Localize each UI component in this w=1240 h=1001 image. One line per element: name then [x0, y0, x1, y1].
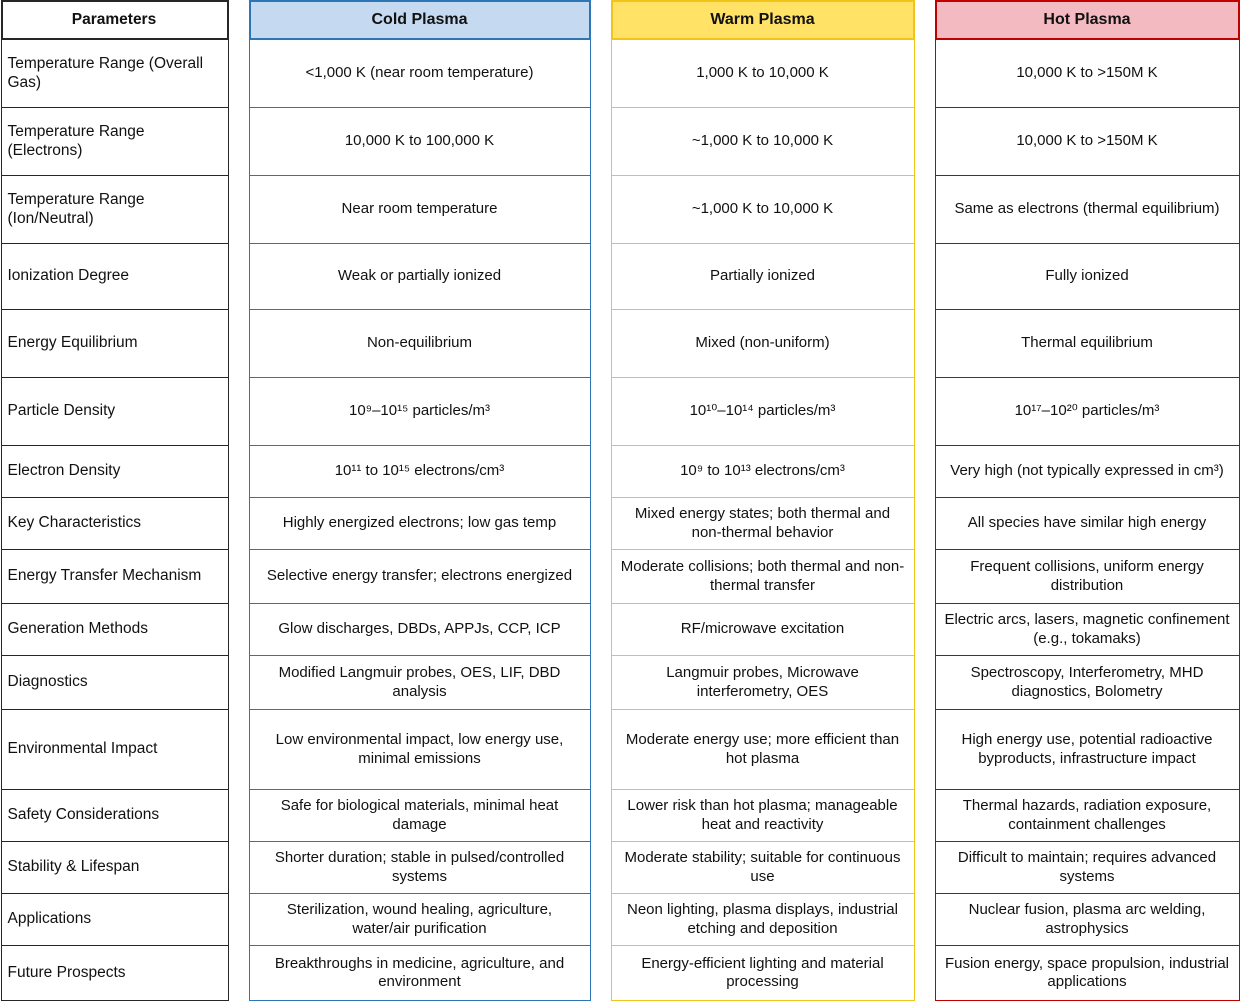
table-cell: High energy use, potential radioactive byproducts, infrastructure impact: [935, 710, 1240, 790]
table-cell: Spectroscopy, Interferometry, MHD diagnostics, Bolometry: [935, 656, 1240, 710]
row-header: Generation Methods: [1, 604, 229, 656]
table-cell: Thermal equilibrium: [935, 310, 1240, 378]
row-header: Safety Considerations: [1, 790, 229, 842]
row-header: Key Characteristics: [1, 498, 229, 550]
row-header: Particle Density: [1, 378, 229, 446]
table-cell: Moderate stability; suitable for continuous use: [611, 842, 915, 894]
table-cell: 10¹⁷–10²⁰ particles/m³: [935, 378, 1240, 446]
row-header: Applications: [1, 894, 229, 946]
table-cell: Thermal hazards, radiation exposure, containment challenges: [935, 790, 1240, 842]
column-header-hot: Hot Plasma: [935, 0, 1240, 40]
table-cell: 1,000 K to 10,000 K: [611, 40, 915, 108]
row-header: Temperature Range (Overall Gas): [1, 40, 229, 108]
table-cell: Same as electrons (thermal equilibrium): [935, 176, 1240, 244]
table-cell: 10,000 K to >150M K: [935, 40, 1240, 108]
table-cell: 10⁹ to 10¹³ electrons/cm³: [611, 446, 915, 498]
table-cell: ~1,000 K to 10,000 K: [611, 176, 915, 244]
column-header-parameter: Parameters: [1, 0, 229, 40]
table-cell: 10⁹–10¹⁵ particles/m³: [249, 378, 591, 446]
row-header: Ionization Degree: [1, 244, 229, 310]
table-cell: Moderate energy use; more efficient than hot plasma: [611, 710, 915, 790]
table-cell: Neon lighting, plasma displays, industrial etching and deposition: [611, 894, 915, 946]
table-cell: Shorter duration; stable in pulsed/controlled systems: [249, 842, 591, 894]
row-header: Diagnostics: [1, 656, 229, 710]
table-cell: Breakthroughs in medicine, agriculture, and environment: [249, 946, 591, 1001]
table-cell: Mixed (non-uniform): [611, 310, 915, 378]
table-cell: Selective energy transfer; electrons energized: [249, 550, 591, 604]
table-cell: Non-equilibrium: [249, 310, 591, 378]
table-cell: 10¹¹ to 10¹⁵ electrons/cm³: [249, 446, 591, 498]
row-header: Temperature Range (Electrons): [1, 108, 229, 176]
row-header: Energy Equilibrium: [1, 310, 229, 378]
row-header: Temperature Range (Ion/Neutral): [1, 176, 229, 244]
table-cell: Near room temperature: [249, 176, 591, 244]
table-cell: Very high (not typically expressed in cm³): [935, 446, 1240, 498]
plasma-comparison-table: [1, 0, 1240, 1001]
table-cell: Frequent collisions, uniform energy distribution: [935, 550, 1240, 604]
table-cell: <1,000 K (near room temperature): [249, 40, 591, 108]
table-cell: Sterilization, wound healing, agriculture, water/air purification: [249, 894, 591, 946]
table-cell: Fusion energy, space propulsion, industrial applications: [935, 946, 1240, 1001]
table-cell: Difficult to maintain; requires advanced systems: [935, 842, 1240, 894]
column-header-cold: Cold Plasma: [249, 0, 591, 40]
column-header-warm: Warm Plasma: [611, 0, 915, 40]
comparison-grid: [1, 0, 1240, 1001]
row-header: Stability & Lifespan: [1, 842, 229, 894]
table-cell: ~1,000 K to 10,000 K: [611, 108, 915, 176]
table-cell: Modified Langmuir probes, OES, LIF, DBD analysis: [249, 656, 591, 710]
table-cell: Fully ionized: [935, 244, 1240, 310]
table-cell: Energy-efficient lighting and material processing: [611, 946, 915, 1001]
table-cell: Moderate collisions; both thermal and non-thermal transfer: [611, 550, 915, 604]
table-cell: 10,000 K to >150M K: [935, 108, 1240, 176]
table-cell: Langmuir probes, Microwave interferometry, OES: [611, 656, 915, 710]
table-cell: Weak or partially ionized: [249, 244, 591, 310]
row-header: Energy Transfer Mechanism: [1, 550, 229, 604]
table-cell: 10,000 K to 100,000 K: [249, 108, 591, 176]
table-cell: Glow discharges, DBDs, APPJs, CCP, ICP: [249, 604, 591, 656]
table-cell: Safe for biological materials, minimal heat damage: [249, 790, 591, 842]
table-cell: Electric arcs, lasers, magnetic confinement (e.g., tokamaks): [935, 604, 1240, 656]
table-cell: Mixed energy states; both thermal and non-thermal behavior: [611, 498, 915, 550]
row-header: Electron Density: [1, 446, 229, 498]
row-header: Future Prospects: [1, 946, 229, 1001]
table-cell: Partially ionized: [611, 244, 915, 310]
table-cell: Highly energized electrons; low gas temp: [249, 498, 591, 550]
table-cell: All species have similar high energy: [935, 498, 1240, 550]
table-cell: 10¹⁰–10¹⁴ particles/m³: [611, 378, 915, 446]
table-cell: Lower risk than hot plasma; manageable heat and reactivity: [611, 790, 915, 842]
table-cell: Nuclear fusion, plasma arc welding, astrophysics: [935, 894, 1240, 946]
row-header: Environmental Impact: [1, 710, 229, 790]
table-cell: RF/microwave excitation: [611, 604, 915, 656]
table-cell: Low environmental impact, low energy use, minimal emissions: [249, 710, 591, 790]
